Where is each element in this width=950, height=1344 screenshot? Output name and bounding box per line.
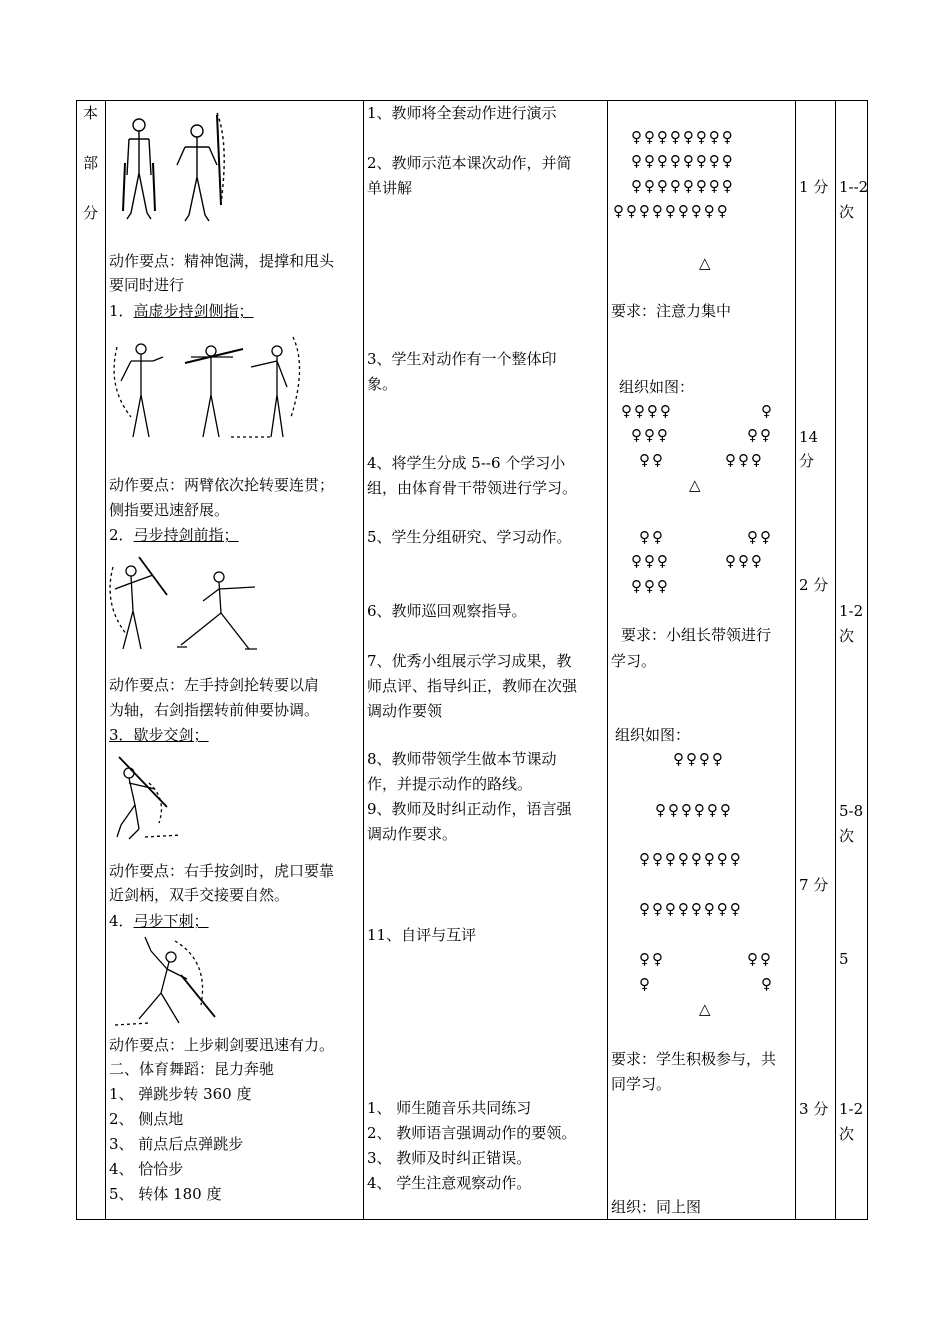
move-1-name: 高虚步持剑侧指；: [133, 302, 254, 320]
group-row: ♀♀♀: [631, 577, 670, 595]
reps-value: 5-8: [839, 802, 864, 820]
sword-demo-figure-1: [117, 103, 237, 235]
method-step: 1、教师将全套动作进行演示: [367, 104, 557, 122]
requirement-text: 要求：小组长带领进行: [621, 626, 772, 644]
reps-value: 1--2: [839, 178, 869, 196]
intro-points-cont: 要同时进行: [109, 276, 185, 294]
formation-row: ♀: [639, 975, 650, 993]
reps-unit: 次: [839, 627, 855, 645]
column-divider: [835, 101, 836, 1219]
requirement-text-cont: 学习。: [611, 652, 657, 670]
group-row: ♀: [761, 402, 772, 420]
method-step: 7、优秀小组展示学习成果，教: [367, 652, 572, 670]
formation-row: ♀♀♀♀♀♀♀♀: [639, 850, 743, 868]
reps-unit: 次: [839, 827, 855, 845]
move-2-points-cont: 为轴，右剑指摆转前伸要协调。: [109, 701, 320, 719]
time-value: 3 分: [799, 1100, 829, 1118]
group-row: ♀♀♀: [725, 552, 764, 570]
formation-row: ♀♀♀♀♀♀♀♀♀: [613, 202, 730, 220]
move-3-points-cont: 近剑柄，双手交接要自然。: [109, 886, 290, 904]
group-diagram-title: 组织如图：: [619, 378, 695, 396]
method-step: 11、自评与互评: [367, 926, 477, 944]
column-divider: [363, 101, 364, 1219]
dance-item: 5、 转体 180 度: [109, 1185, 222, 1203]
method-step-cont: 组，由体育骨干带领进行学习。: [367, 479, 578, 497]
teacher-triangle: △: [699, 1000, 711, 1018]
requirement-text: 要求：注意力集中: [611, 302, 732, 320]
time-value: 2 分: [799, 576, 829, 594]
reps-value: 1-2: [839, 1100, 864, 1118]
method-step-cont: 师点评、指导纠正，教师在次强: [367, 677, 578, 695]
move-4-number: 4．: [109, 912, 134, 930]
lesson-table: [76, 100, 868, 1220]
move-4-name: 弓步下刺；: [133, 912, 209, 930]
formation-row: ♀♀♀♀♀♀♀♀: [631, 128, 735, 146]
group-row: ♀♀: [639, 451, 665, 469]
group-row: ♀♀♀♀: [621, 402, 673, 420]
sword-demo-figure-5: [109, 935, 219, 1031]
column-divider: [105, 101, 106, 1219]
group-row: ♀♀: [747, 528, 773, 546]
group-row: ♀♀: [639, 528, 665, 546]
formation-diagram-title: 组织如图：: [615, 726, 691, 744]
dance-item: 4、 恰恰步: [109, 1160, 184, 1178]
teacher-triangle: △: [689, 476, 701, 494]
intro-points: 动作要点：精神饱满，提撑和甩头: [109, 252, 335, 270]
dance-method-step: 3、 教师及时纠正错误。: [367, 1149, 532, 1167]
method-step-cont: 象。: [367, 375, 398, 393]
method-step-cont: 调动作要领: [367, 702, 443, 720]
move-1-title: [109, 299, 254, 324]
dance-method-step: 4、 学生注意观察动作。: [367, 1174, 532, 1192]
time-value: 1 分: [799, 178, 829, 196]
group-row: ♀♀♀: [631, 552, 670, 570]
dance-item: 2、 侧点地: [109, 1110, 184, 1128]
teacher-triangle: △: [699, 254, 711, 272]
method-step: 4、将学生分成 5--6 个学习小: [367, 454, 566, 472]
method-step-cont: 作，并提示动作的路线。: [367, 775, 533, 793]
dance-method-step: 2、 教师语言强调动作的要领。: [367, 1124, 577, 1142]
requirement-text-cont: 同学习。: [611, 1075, 672, 1093]
method-step: 8、教师带领学生做本节课动: [367, 750, 557, 768]
move-2-name: 弓步持剑前指；: [133, 526, 239, 544]
dance-item: 1、 弹跳步转 360 度: [109, 1085, 252, 1103]
move-2-number: 2．: [109, 526, 134, 544]
formation-row: ♀♀♀♀♀♀♀♀: [639, 900, 743, 918]
section-label-char: 本: [83, 104, 99, 122]
method-step: 6、教师巡回观察指导。: [367, 602, 527, 620]
move-1-number: 1．: [109, 302, 134, 320]
sword-demo-figure-3: [109, 555, 279, 659]
reps-value: 1-2: [839, 602, 864, 620]
group-row: ♀♀: [747, 426, 773, 444]
move-3-points: 动作要点：右手按剑时，虎口要靠: [109, 862, 335, 880]
requirement-text: 要求：学生积极参与，共: [611, 1050, 777, 1068]
section-label: [83, 101, 98, 251]
sword-demo-figure-4: [109, 753, 199, 845]
move-4-title: [109, 909, 209, 934]
reps-unit: 次: [839, 203, 855, 221]
section-label-char: 分: [83, 204, 99, 222]
time-value: 7 分: [799, 876, 829, 894]
sword-demo-figure-2: [111, 327, 301, 453]
formation-row: ♀♀♀♀♀♀: [655, 801, 733, 819]
section-label-char: 部: [83, 154, 99, 172]
time-unit: 分: [799, 452, 815, 470]
formation-row: ♀♀♀♀: [673, 750, 725, 768]
method-step-cont: 单讲解: [367, 179, 413, 197]
column-divider: [607, 101, 608, 1219]
time-value: 14: [799, 428, 819, 446]
method-step: 3、学生对动作有一个整体印: [367, 350, 557, 368]
move-4-points: 动作要点：上步刺剑要迅速有力。: [109, 1036, 335, 1054]
formation-row: ♀♀: [747, 950, 773, 968]
formation-row: ♀♀♀♀♀♀♀♀: [631, 152, 735, 170]
column-divider: [795, 101, 796, 1219]
method-step: 9、教师及时纠正动作，语言强: [367, 800, 572, 818]
group-row: ♀♀♀: [631, 426, 670, 444]
method-step-cont: 调动作要求。: [367, 825, 458, 843]
formation-row: ♀♀: [639, 950, 665, 968]
move-3-title: 3．歇步交剑；: [109, 726, 209, 744]
dance-method-step: 1、 师生随音乐共同练习: [367, 1099, 532, 1117]
move-2-points: 动作要点：左手持剑抡转要以肩: [109, 676, 320, 694]
formation-row: ♀♀♀♀♀♀♀♀: [631, 177, 735, 195]
dance-title: 二、体育舞蹈：昆力奔驰: [109, 1060, 275, 1078]
move-2-title: [109, 523, 239, 548]
reps-value: 5: [839, 950, 849, 968]
group-row: ♀♀♀: [725, 451, 764, 469]
formation-row: ♀: [761, 975, 772, 993]
reps-unit: 次: [839, 1125, 855, 1143]
method-step: 5、学生分组研究、学习动作。: [367, 528, 572, 546]
organisation-note: 组织：同上图: [611, 1198, 702, 1216]
dance-item: 3、 前点后点弹跳步: [109, 1135, 244, 1153]
move-1-points: 动作要点：两臂依次抡转要连贯；: [109, 476, 335, 494]
method-step: 2、教师示范本课次动作，并简: [367, 154, 572, 172]
move-1-points-cont: 侧指要迅速舒展。: [109, 501, 230, 519]
